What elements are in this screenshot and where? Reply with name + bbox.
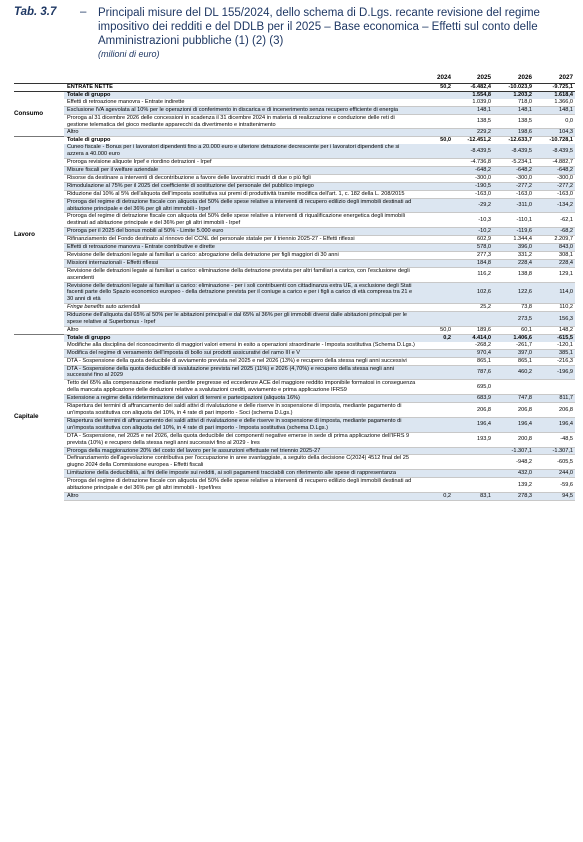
row-value: 50,0: [417, 327, 453, 335]
table-row: [14, 244, 575, 252]
row-value: 83,1: [453, 492, 493, 500]
table-row: [14, 342, 575, 349]
table-row: [14, 190, 575, 198]
row-value: 148,1: [534, 106, 575, 114]
row-value: [453, 478, 493, 493]
row-label: Effetti di retroazione manovra - Entrate contributive e dirette: [64, 244, 417, 252]
row-label: ENTRATE NETTE: [64, 84, 417, 92]
row-label: Tetto del 65% alla compensazione mediante perdite pregresse ed eccedenze ACE del maggiore reddito imponibile formatosi in conseguenza della mancata applicazione delle deduzioni relative a svalutazioni crediti, avviamento e prima applicazione IFRS9: [64, 380, 417, 395]
row-value: -10.023,9: [493, 84, 534, 92]
row-value: -12.451,2: [453, 137, 493, 144]
row-value: 138,8: [493, 267, 534, 282]
row-value: [417, 432, 453, 447]
table-row: [14, 182, 575, 190]
row-value: -648,2: [453, 166, 493, 174]
year-header: 2024: [417, 74, 453, 84]
row-value: [417, 144, 453, 158]
row-value: 196,4: [534, 417, 575, 432]
table-row: [14, 228, 575, 236]
row-label: Missioni internazionali - Effetti riflessi: [64, 259, 417, 267]
table-row: [14, 251, 575, 259]
table-row: [14, 282, 575, 304]
row-label: Totale di gruppo: [64, 137, 417, 144]
row-value: -300,0: [534, 174, 575, 182]
row-value: 116,2: [453, 267, 493, 282]
row-value: -5.234,1: [493, 159, 534, 167]
row-value: -615,5: [534, 334, 575, 341]
row-label: Proroga della maggiorazione 20% del costo del lavoro per le assunzioni effettuate nel triennio 2025-27: [64, 447, 417, 455]
row-value: 184,8: [453, 259, 493, 267]
row-value: -8.439,5: [534, 144, 575, 158]
section-label: Capitale: [14, 334, 64, 500]
row-value: [417, 267, 453, 282]
table-row: [14, 159, 575, 167]
row-value: -1.307,1: [534, 447, 575, 455]
row-value: 110,2: [534, 304, 575, 312]
row-value: [417, 304, 453, 312]
row-value: -648,2: [534, 166, 575, 174]
table-row: [14, 380, 575, 395]
row-value: 206,8: [493, 403, 534, 418]
row-value: [417, 99, 453, 106]
year-header: 2026: [493, 74, 534, 84]
row-value: -648,2: [493, 166, 534, 174]
table-row: [14, 166, 575, 174]
row-value: 196,4: [453, 417, 493, 432]
row-value: 811,7: [534, 395, 575, 403]
row-value: -10,2: [453, 228, 493, 236]
row-value: 277,3: [453, 251, 493, 259]
row-value: [417, 357, 453, 365]
row-value: [417, 244, 453, 252]
row-value: 228,4: [534, 259, 575, 267]
table-row: [14, 267, 575, 282]
row-label: Altro: [64, 327, 417, 335]
row-value: -605,5: [534, 455, 575, 470]
entrate-nette-row: [14, 84, 575, 92]
row-value: 244,0: [534, 470, 575, 478]
table-row: [14, 99, 575, 106]
row-value: -261,7: [493, 342, 534, 349]
row-value: 1.344,4: [493, 236, 534, 244]
row-label: Proroga al 31 dicembre 2026 delle concessioni in scadenza il 31 dicembre 2024 in materia di realizzazione e conduzione delle reti di gestione telematica del gioco mediante apparecchi da divertimento e intrattenimento: [64, 114, 417, 129]
row-value: 602,9: [453, 236, 493, 244]
row-value: 50,2: [417, 84, 453, 92]
row-value: 193,9: [453, 432, 493, 447]
row-value: 196,4: [493, 417, 534, 432]
row-value: [417, 190, 453, 198]
row-value: -134,2: [534, 198, 575, 213]
table-row: [14, 106, 575, 114]
year-header-row: [14, 74, 575, 84]
row-label: Riduzione dell'aliquota dal 65% al 50% per le abitazioni principali e dal 65% al 36% per gli immobili diversi dalle abitazioni principali per le spese relative al Superbonus - Irpef: [64, 312, 417, 327]
row-label: Altro: [64, 492, 417, 500]
table-row: [14, 304, 575, 312]
row-value: [417, 114, 453, 129]
row-value: [417, 166, 453, 174]
row-value: 50,0: [417, 137, 453, 144]
row-value: -12.633,7: [493, 137, 534, 144]
row-value: 865,1: [453, 357, 493, 365]
row-label: Altro: [64, 129, 417, 137]
row-value: -268,2: [453, 342, 493, 349]
group-total-row: [14, 91, 575, 98]
row-label: Proroga del regime di detrazione fiscale con aliquota del 50% delle spese relative a interventi di recupero edilizio degli immobili destinati ad abitazione principale e del 36% per gli altri immobili - Irpef/Ires: [64, 478, 417, 493]
row-label: Riapertura dei termini di affrancamento dei saldi attivi di rivalutazione e delle riserve in sospensione di imposta, mediante pagamento di un'imposta sostitutiva con aliquota del 10%, in 4 rate di pari importo - Soci (schema D.Lgs.): [64, 403, 417, 418]
row-value: [417, 198, 453, 213]
row-value: -948,2: [493, 455, 534, 470]
table-row: [14, 357, 575, 365]
row-value: -277,2: [534, 182, 575, 190]
row-value: [453, 455, 493, 470]
year-header: 2025: [453, 74, 493, 84]
section-label: Lavoro: [14, 137, 64, 335]
row-value: -68,2: [534, 228, 575, 236]
row-value: [453, 447, 493, 455]
table-row: [14, 129, 575, 137]
table-row: [14, 403, 575, 418]
row-value: 94,5: [534, 492, 575, 500]
row-value: [417, 447, 453, 455]
row-value: 4.414,0: [453, 334, 493, 341]
row-value: 0,2: [417, 334, 453, 341]
row-value: 189,6: [453, 327, 493, 335]
row-label: Misure fiscali per il welfare aziendale: [64, 166, 417, 174]
row-value: -8.439,5: [453, 144, 493, 158]
title-dash: –: [80, 6, 87, 18]
row-label: Revisione delle detrazioni legate ai familiari a carico: abrogazione della detrazione per figli maggiori di 30 anni: [64, 251, 417, 259]
row-value: [417, 365, 453, 380]
row-value: 200,8: [493, 432, 534, 447]
table-row: [14, 432, 575, 447]
row-label: Proroga per il 2025 del bonus mobili al 50% - Limite 5.000 euro: [64, 228, 417, 236]
row-value: 1.039,0: [453, 99, 493, 106]
table-row: [14, 447, 575, 455]
row-value: [417, 312, 453, 327]
row-value: -277,2: [493, 182, 534, 190]
row-value: 460,2: [493, 365, 534, 380]
row-value: [417, 236, 453, 244]
row-value: 747,8: [493, 395, 534, 403]
row-value: [417, 106, 453, 114]
row-value: [417, 251, 453, 259]
row-value: -119,6: [493, 228, 534, 236]
row-value: -9.725,1: [534, 84, 575, 92]
row-value: -6.482,4: [453, 84, 493, 92]
row-value: 206,8: [534, 403, 575, 418]
row-value: 0,2: [417, 492, 453, 500]
row-value: 843,0: [534, 244, 575, 252]
row-value: -110,1: [493, 213, 534, 228]
row-value: [417, 395, 453, 403]
row-value: [417, 159, 453, 167]
row-value: [417, 213, 453, 228]
row-value: 683,9: [453, 395, 493, 403]
row-value: [417, 182, 453, 190]
row-value: -59,6: [534, 478, 575, 493]
table-row: [14, 365, 575, 380]
row-value: 273,5: [493, 312, 534, 327]
row-value: 432,0: [493, 470, 534, 478]
table-row: [14, 259, 575, 267]
row-label: Revisione delle detrazioni legate ai familiari a carico: eliminazione della detrazione prevista per altri familiari a carico, con l'esclusione degli ascendenti: [64, 267, 417, 282]
row-value: -216,3: [534, 357, 575, 365]
row-label: DTA - Sospensione, nel 2025 e nel 2026, della quota deducibile dei componenti negative emerse in sede di prima applicazione dell'IFRS 9 prevista (10%) e recupero della stessa negli anni successivi fino al 2029 - Ires: [64, 432, 417, 447]
row-value: [417, 174, 453, 182]
table-number: Tab. 3.7: [14, 6, 57, 18]
table-row: [14, 198, 575, 213]
row-label: Fringe benefits auto aziendali: [64, 304, 417, 312]
row-value: 787,6: [453, 365, 493, 380]
row-value: -120,1: [534, 342, 575, 349]
row-label: Definanziamento dell'agevolazione contributiva per l'occupazione in aree svantaggiate, a seguito della decisione C(2024) 4512 final del 25 giugno 2024 della Commissione europea - Effetti fiscali: [64, 455, 417, 470]
row-label: Risorse da destinare a interventi di decontribuzione a favore delle lavoratrici madri di due o più figli: [64, 174, 417, 182]
row-value: 1.203,2: [493, 91, 534, 98]
row-value: 148,1: [453, 106, 493, 114]
row-value: 578,0: [453, 244, 493, 252]
row-label: Rimodulazione al 75% per il 2025 del coefficiente di sostituzione del personale del pubblico impiego: [64, 182, 417, 190]
row-label: Riapertura dei termini di affrancamento dei saldi attivi di rivalutazione e delle riserve in sospensione di imposta, mediante pagamento di un'imposta sostitutiva con aliquota del 10%, in 4 rate di pari importo - Imposta sostitutiva (schema D.Lgs.): [64, 417, 417, 432]
section-label: Consumo: [14, 91, 64, 136]
row-label: Rifinanziamento del Fondo destinato al rinnovo del CCNL del personale statale per il triennio 2025-27 - Effetti riflessi: [64, 236, 417, 244]
row-value: 129,1: [534, 267, 575, 282]
row-label: Proroga del regime di detrazione fiscale con aliquota del 50% delle spese relative a interventi di riqualificazione energetica degli immobili destinati ad abitazione principale e del 36% per gli altri immobili - Irpef: [64, 213, 417, 228]
row-label: Riduzione dal 10% al 5% dell'aliquota dell'imposta sostitutiva sui premi di produttività tramite modifica dell'art. 1, c. 182 della L. 208/2015: [64, 190, 417, 198]
row-value: [417, 478, 453, 493]
row-value: -1.307,1: [493, 447, 534, 455]
table-row: [14, 236, 575, 244]
row-value: 695,0: [453, 380, 493, 395]
row-value: -10.728,1: [534, 137, 575, 144]
row-value: 229,2: [453, 129, 493, 137]
row-value: [493, 380, 534, 395]
row-value: [417, 417, 453, 432]
row-label: Modifiche alla disciplina del riconoscimento di maggiori valori emersi in esito a operazioni straordinarie - Imposta sostitutiva (Schema D.Lgs.): [64, 342, 417, 349]
row-value: [417, 455, 453, 470]
row-value: [417, 403, 453, 418]
row-value: 198,6: [493, 129, 534, 137]
table-row: [14, 114, 575, 129]
row-value: -196,9: [534, 365, 575, 380]
table-row: [14, 312, 575, 327]
measures-table: [14, 74, 575, 501]
row-value: 396,0: [493, 244, 534, 252]
row-value: 138,5: [453, 114, 493, 129]
year-header: 2027: [534, 74, 575, 84]
row-value: -300,0: [493, 174, 534, 182]
row-value: 104,3: [534, 129, 575, 137]
row-value: -311,0: [493, 198, 534, 213]
row-value: 970,4: [453, 349, 493, 357]
row-value: 397,0: [493, 349, 534, 357]
table-row: [14, 455, 575, 470]
row-label: Proroga revisione aliquote Irpef e riordino detrazioni - Irpef: [64, 159, 417, 167]
row-value: 25,2: [453, 304, 493, 312]
row-value: [417, 129, 453, 137]
row-value: [417, 228, 453, 236]
row-label: Modifica del regime di versamento dell'imposta di bollo sui prodotti assicurativi del ramo III e V: [64, 349, 417, 357]
table-row: [14, 144, 575, 158]
row-label: DTA - Sospensione della quota deducibile di avviamento prevista nel 2025 e nel 2026 (13%) e recupero della stessa negli anni successivi: [64, 357, 417, 365]
row-value: -300,0: [453, 174, 493, 182]
row-value: 331,2: [493, 251, 534, 259]
row-label: DTA - Sospensione della quota deducibile di svalutazione prevista nel 2025 (11%) e 2026 (4,70%) e recupero della stessa negli anni successivi fino al 2029: [64, 365, 417, 380]
row-value: 156,3: [534, 312, 575, 327]
row-value: [453, 470, 493, 478]
row-label: Totale di gruppo: [64, 91, 417, 98]
row-label: Proroga del regime di detrazione fiscale con aliquota del 50% delle spese relative a interventi di recupero edilizio degli immobili destinati ad abitazione principale e del 36% per gli altri immobili - Irpef: [64, 198, 417, 213]
row-value: -163,0: [453, 190, 493, 198]
row-value: [534, 380, 575, 395]
row-label: Totale di gruppo: [64, 334, 417, 341]
row-value: 278,3: [493, 492, 534, 500]
row-value: 138,5: [493, 114, 534, 129]
group-total-row: [14, 137, 575, 144]
table-row: [14, 213, 575, 228]
row-value: 228,4: [493, 259, 534, 267]
row-value: 148,2: [534, 327, 575, 335]
group-total-row: [14, 334, 575, 341]
row-label: Limitazione della deducibilità, ai fini delle imposte sui redditi, ai soli pagamenti tracciabili con riferimento alle spese di rappresentanza: [64, 470, 417, 478]
row-value: 1.618,4: [534, 91, 575, 98]
row-value: [453, 312, 493, 327]
table-row: [14, 492, 575, 500]
table-row: [14, 395, 575, 403]
row-label: Revisione delle detrazioni legate ai familiari a carico: eliminazione - per i soli contribuenti con cittadinanza extra UE, a esclusione degli Stati facenti parte dello Spazio economico europeo - della detrazione prevista per il coniuge a carico e per i figli a carico di età compresa tra 21 e 30 anni di età: [64, 282, 417, 304]
row-label: Esclusione IVA agevolata al 10% per le operazioni di conferimento in discarica e di incenerimento senza recupero efficiente di energia: [64, 106, 417, 114]
table-title: Principali misure del DL 155/2024, dello schema di D.Lgs. recante revisione del regime impositivo dei redditi e del DDLB per il 2025 – Base economica – Effetti sul conto delle Amministrazioni pubbliche (1) (2) (3): [98, 7, 540, 47]
row-value: -4.882,7: [534, 159, 575, 167]
row-value: [417, 380, 453, 395]
row-value: 718,0: [493, 99, 534, 106]
row-value: 122,6: [493, 282, 534, 304]
table-row: [14, 174, 575, 182]
row-label: Estensione a regime della rideterminazione dei valori di terreni e partecipazioni (aliquota 16%): [64, 395, 417, 403]
row-value: 206,8: [453, 403, 493, 418]
table-unit: (milioni di euro): [98, 49, 160, 59]
row-value: 2.209,7: [534, 236, 575, 244]
row-value: 102,6: [453, 282, 493, 304]
row-value: 385,1: [534, 349, 575, 357]
row-value: 60,1: [493, 327, 534, 335]
row-value: 139,2: [493, 478, 534, 493]
row-value: -29,2: [453, 198, 493, 213]
row-value: [417, 91, 453, 98]
row-value: -4.736,8: [453, 159, 493, 167]
row-label: Cuneo fiscale - Bonus per i lavoratori dipendenti fino a 20.000 euro e ulteriore detrazione decrescente per i lavoratori dipendenti che si azzera a 40.000 euro: [64, 144, 417, 158]
row-value: [417, 470, 453, 478]
table-row: [14, 478, 575, 493]
row-value: 73,8: [493, 304, 534, 312]
row-value: -190,5: [453, 182, 493, 190]
row-value: -62,1: [534, 213, 575, 228]
row-value: 1.366,0: [534, 99, 575, 106]
row-label: Effetti di retroazione manovra - Entrate indirette: [64, 99, 417, 106]
row-value: [417, 259, 453, 267]
row-value: [417, 349, 453, 357]
row-value: 1.554,8: [453, 91, 493, 98]
row-value: [417, 342, 453, 349]
row-value: 0,0: [534, 114, 575, 129]
row-value: -48,5: [534, 432, 575, 447]
table-row: [14, 417, 575, 432]
row-value: [417, 282, 453, 304]
row-value: 308,1: [534, 251, 575, 259]
row-value: 114,0: [534, 282, 575, 304]
row-value: -8.439,5: [493, 144, 534, 158]
row-value: 865,1: [493, 357, 534, 365]
row-value: 148,1: [493, 106, 534, 114]
row-value: 1.406,6: [493, 334, 534, 341]
row-value: -163,0: [534, 190, 575, 198]
row-value: -10,3: [453, 213, 493, 228]
row-value: -163,0: [493, 190, 534, 198]
table-row: [14, 470, 575, 478]
table-row: [14, 327, 575, 335]
table-row: [14, 349, 575, 357]
